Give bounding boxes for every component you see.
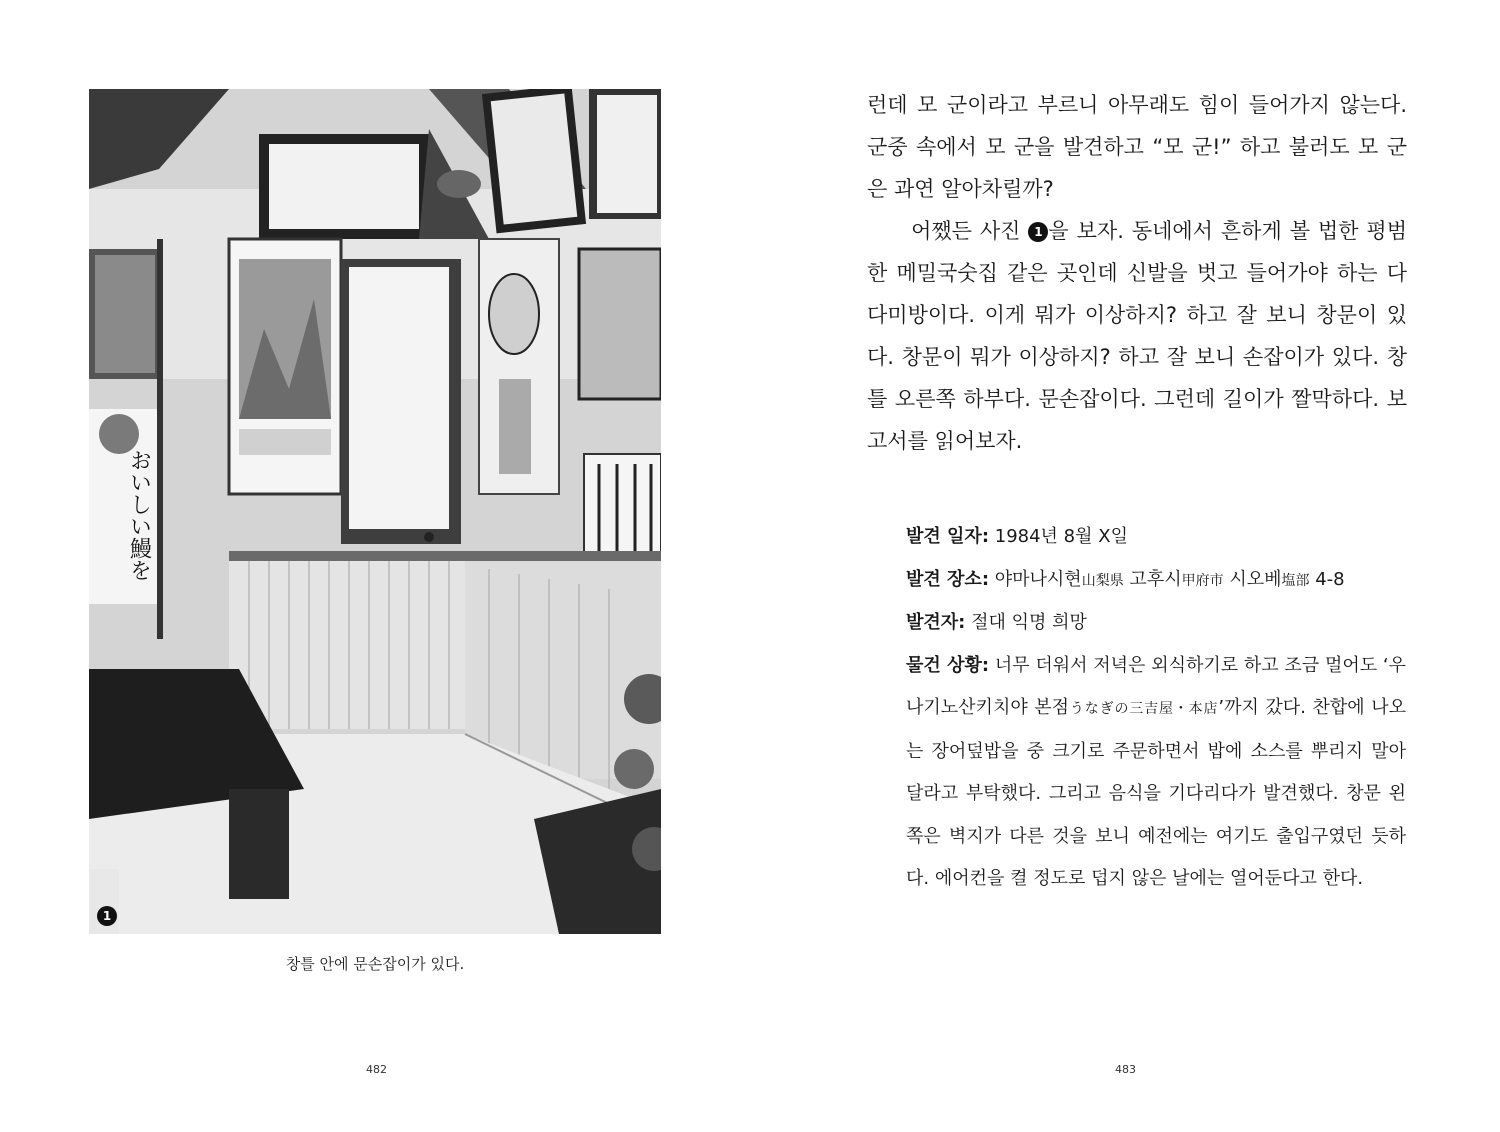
place-part-1: 야마나시현 — [989, 568, 1082, 590]
status-label: 물건 상황: — [906, 654, 990, 676]
report-date — [906, 516, 1406, 559]
body-paragraph-2 — [867, 210, 1407, 462]
report-finder — [906, 602, 1406, 645]
date-value: 1984년 8월 X일 — [989, 526, 1128, 547]
place-cjk-3: 塩部 — [1281, 572, 1310, 589]
svg-text:おいしい鰻を: おいしい鰻を — [126, 449, 152, 581]
page-number-right: 483 — [1115, 1063, 1136, 1076]
paragraph-2-rest: 을 보자. 동네에서 흔하게 볼 법한 평범한 메밀국숫집 같은 곳인데 신발을 벗고 들어가야 하는 다다미방이다. 이게 뭐가 이상하지? 하고 잘 보니 창문이 있다. 창문이 뭐가 이상하지? 하고 잘 보니 손잡이가 있다. 창틀 오른쪽 하부다. 문손잡이다. 그런데 길이가 짤막하다. 보고서를 읽어보자. — [867, 219, 1407, 453]
place-part-4: 4-8 — [1309, 568, 1345, 590]
report-place — [906, 559, 1406, 603]
body-paragraph-1: 런데 모 군이라고 부르니 아무래도 힘이 들어가지 않는다. 군중 속에서 모 군을 발견하고 “모 군!” 하고 불러도 모 군은 과연 알아차릴까? — [867, 93, 1407, 201]
place-cjk-2: 甲府市 — [1181, 572, 1224, 589]
photo-caption: 창틀 안에 문손잡이가 있다. — [285, 955, 465, 973]
place-part-2: 고후시 — [1123, 568, 1182, 590]
finder-value: 절대 익명 희망 — [965, 612, 1087, 633]
photo-number-badge: 1 — [97, 906, 117, 926]
body-text — [867, 84, 1407, 462]
date-label: 발견 일자: — [906, 526, 990, 547]
photo-reference-badge: 1 — [1028, 222, 1048, 242]
status-part-2: ’까지 갔다. 찬합에 나오는 장어덮밥을 중 크기로 주문하면서 밥에 소스를 뿌리지 말아 달라고 부탁했다. 그리고 음식을 기다리다가 발견했다. 창문 왼쪽은 벽지가 다른 것을 보니 예전에는 여기도 출입구였던 듯하다. 에어컨을 켤 정도로 덥지 않은 날에는 열어둔다고 한다. — [906, 697, 1406, 889]
status-cjk: うなぎの三吉屋・本店 — [1069, 701, 1219, 717]
place-part-3: 시오베 — [1223, 568, 1282, 590]
right-page — [750, 0, 1500, 1132]
paragraph-2-start: 어쨌든 사진 — [911, 219, 1029, 243]
finder-label: 발견자: — [906, 612, 966, 633]
report-status — [906, 645, 1406, 901]
page-number-left: 482 — [366, 1063, 387, 1076]
status-part-1: 너무 더워서 저녁은 외식하기로 하고 조금 멀어도 ‘우나기노산키치야 본점 — [906, 654, 1406, 718]
place-label: 발견 장소: — [906, 568, 990, 590]
place-cjk-1: 山梨県 — [1081, 572, 1124, 589]
discovery-report — [906, 516, 1406, 901]
tatami-room-photo — [89, 89, 661, 934]
